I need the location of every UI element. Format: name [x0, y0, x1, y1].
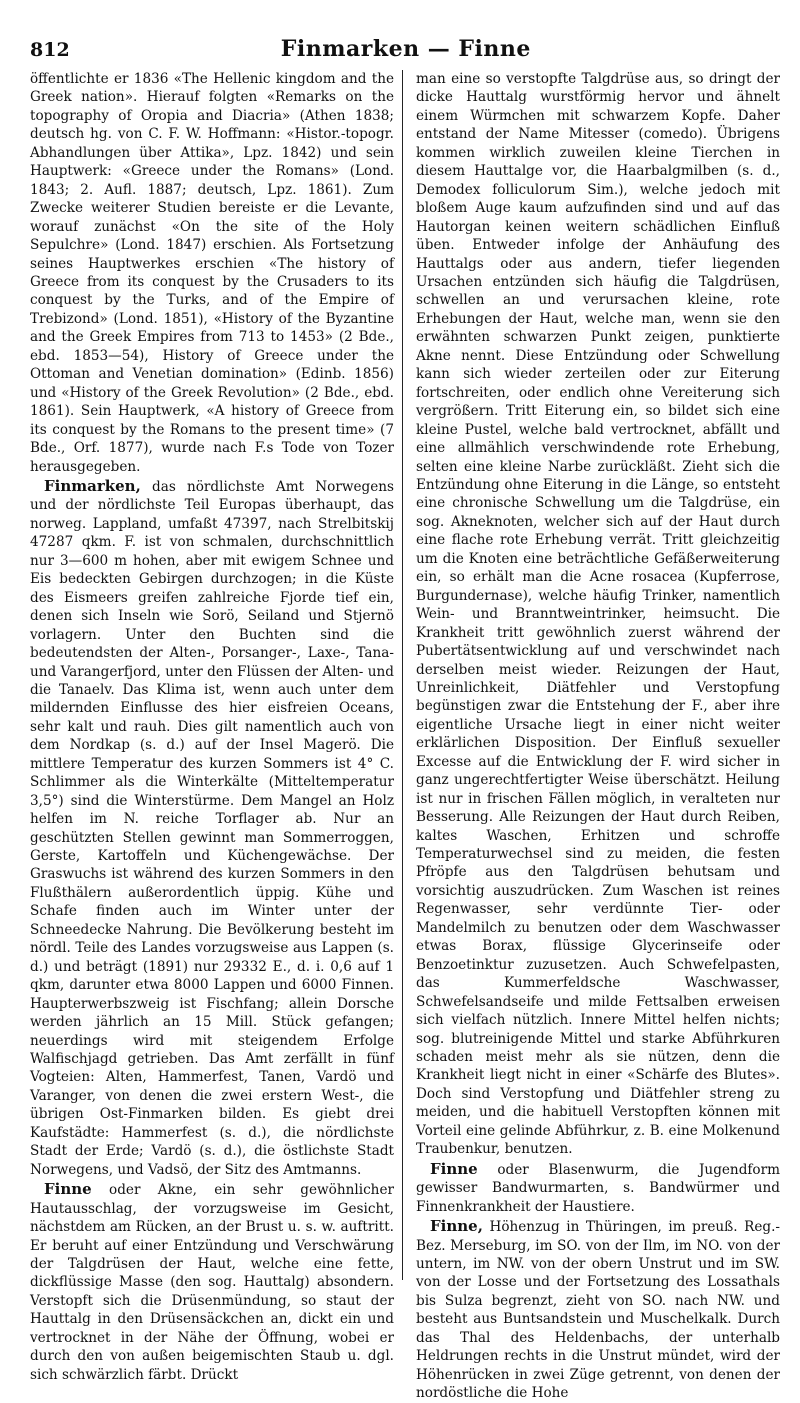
entry-text: das nördlichste Amt Norwegens und der nördlichste Teil Europas überhaupt, das norweg. Lappland, umfaßt 47397, nach Strelbitskij 47287 qkm. F. ist von schmalen, durchschnittlich nur 3—600 m hohen, aber mit ewigem Schnee und Eis bedeckten Gebirgen durchzogen; in die Küste des Eismeers greifen zahlreiche Fjorde tief ein, denen sich Inseln wie Sorö, Seiland und Stjernö vorlagern. Unter den Buchten sind die bedeutendsten der Alten-, Porsanger-, Laxe-, Tana- und Varangerfjord, unter den Flüssen der Alten- und die Tanaelv. Das Klima ist, wenn auch unter dem mildernden Einflusse des hier eisfreien Oceans, sehr kalt und rauh. Dies gilt namentlich auch von dem Nordkap (s. d.) auf der Insel Magerö. Die mittlere Temperatur des kurzen Sommers ist 4° C. Schlimmer als die Winterkälte (Mitteltemperatur 3,5°) sind die Winterstürme. Dem Mangel an Holz helfen im N. reiche Torflager ab. Nur an geschützten Stellen gewinnt man Sommerroggen, Gerste, Kartoffeln und Küchengewächse. Der Graswuchs ist während des kurzen Sommers in den Flußthälern außerordentlich üppig. Kühe und Schafe finden auch im Winter unter der Schneedecke Nahrung. Die Bevölkerung besteht im nördl. Teile des Landes vorzugsweise aus Lappen (s. d.) und beträgt (1891) nur 29332 E., d. i. 0,6 auf 1 qkm, darunter etwa 8000 Lappen und 6000 Finnen. Haupterwerbszweig ist Fischfang; allein Dorsche werden jährlich an 15 Mill. Stück gefangen; neuerdings wird mit steigendem Erfolge Walfischjagd getrieben. Das Amt zerfällt in fünf Vogteien: Alten, Hammerfest, Tanen, Vardö und Varanger, von denen die zwei erstern West-, die übrigen Ost-Finmarken bilden. Es giebt drei Kaufstädte: Hammerfest (s. d.), die nördlichste Stadt der Erde; Vardö (s. d.), die östlichste Stadt Norwegens, und Vadsö, der Sitz des Amtmanns.	[30, 478, 394, 1178]
entry-text: man eine so verstopfte Talgdrüse aus, so dringt der dicke Hauttalg wurstförmig hervor und ähnelt einem Würmchen mit schwarzem Kopfe. Daher entstand der Name Mitesser (comedo). Übrigens kommen wirklich zuweilen kleine Tierchen in diesem Hauttalge vor, die Haarbalgmilben (s. d., Demodex folliculorum Sim.), welche jedoch mit bloßem Auge kaum aufzufinden sind und auf das Hautorgan keinen weitern schädlichen Einfluß üben. Entweder infolge der Anhäufung des Hauttalgs oder aus andern, tiefer liegenden Ursachen entzünden sich häufig die Talgdrüsen, schwellen an und verursachen kleine, rote Erhebungen der Haut, welche man, wenn sie den erwähnten schwarzen Punkt zeigen, punktierte Akne nennt. Diese Entzündung oder Schwellung kann sich wieder zerteilen oder zur Eiterung fortschreiten, oder endlich ohne Vereiterung sich vergrößern. Tritt Eiterung ein, so bildet sich eine kleine Pustel, welche bald vertrocknet, abfällt und eine allmählich verschwindende rote Erhebung, selten eine kleine Narbe zurückläßt. Zieht sich die Entzündung ohne Eiterung in die Länge, so entsteht eine chronische Schwellung um die Talgdrüse, ein sog. Akneknoten, welcher sich auf der Haut durch eine flache rote Erhebung verrät. Tritt gleichzeitig um die Knoten eine beträchtliche Gefäßerweiterung ein, so erhält man die Acne rosacea (Kupferrose, Burgundernase), welche häufig Trinker, namentlich Wein- und Branntweintrinker, heimsucht. Die Krankheit tritt gewöhnlich zuerst während der Pubertätsentwicklung auf und verschwindet nach derselben meist wieder. Reizungen der Haut, Unreinlichkeit, Diätfehler und Verstopfung begünstigen zwar die Entstehung der F., aber ihre eigentliche Ursache liegt in einer nicht weiter erklärlichen Disposition. Der Einfluß sexueller Excesse auf die Entwicklung der F. wird sicher in ganz ungerechtfertigter Weise überschätzt. Heilung ist nur in frischen Fällen möglich, in veralteten nur Besserung. Alle Reizungen der Haut durch Reiben, kaltes Waschen, Erhitzen und schroffe Temperaturwechsel sind zu meiden, die festen Pfröpfe aus den Talgdrüsen behutsam und vorsichtig auszudrücken. Zum Waschen ist reines Regenwasser, sehr verdünnte Tier- oder Mandelmilch zu benutzen oder dem Waschwasser etwas Borax, flüssige Glycerinseife oder Benzoetinktur zuzusetzen. Auch Schwefelpasten, das Kummerfeldsche Waschwasser, Schwefelsandseife und milde Fettsalben erweisen sich vielfach nützlich. Innere Mittel helfen nichts; sog. blutreinigende Mittel und starke Abführkuren schaden meist mehr als sie nützen, denn die Krankheit liegt nicht in einer «Schärfe des Blutes». Doch sind Verstopfung und Diätfehler streng zu meiden, und die habituell Verstopften können mit Vorteil eine gelinde Abführkur, z. B. eine Molkenund Traubenkur, benutzen.	[416, 71, 780, 1158]
entry-finne-hoehenzug	[416, 1217, 780, 1403]
entry-text: oder Akne, ein sehr gewöhnlicher Hautausschlag, der vorzugsweise im Gesicht, nächstdem am Rücken, an der Brust u. s. w. auftritt. Er beruht auf einer Entzündung und Verschwärung der Talgdrüsen der Haut, welche eine fette, dickflüssige Masse (den sog. Hauttalg) absondern. Verstopft sich die Drüsenmündung, so staut der Hauttalg in den Drüsensäckchen an, dickt ein und vertrocknet in der Nähe der Öffnung, wobei er durch den von außen beigemischten Staub u. dgl. sich schwärzlich färbt. Drückt	[30, 1182, 394, 1383]
entry-lemma: Finne	[44, 1180, 92, 1199]
column-divider	[402, 70, 403, 1280]
page-header	[30, 36, 780, 70]
entry-continuation	[30, 70, 394, 476]
entry-text: öffentlichte er 1836 «The Hellenic kingdom and the Greek nation». Hierauf folgten «Remarks on the topography of Oropia and Diacria» (Athen 1838; deutsch hg. von C. F. W. Hoffmann: «Histor.-topogr. Abhandlungen über Attika», Lpz. 1842) und sein Hauptwerk: «Greece under the Romans» (Lond. 1843; 2. Aufl. 1887; deutsch, Lpz. 1861). Zum Zwecke weiterer Studien bereiste er die Levante, worauf zunächst «On the site of the Holy Sepulchre» (Lond. 1847) erschien. Als Fortsetzung seines Hauptwerkes erschien «The history of Greece from its conquest by the Crusaders to its conquest by the Turks, and of the Empire of Trebizond» (Lond. 1851), «History of the Byzantine and the Greek Empires from 713 to 1453» (2 Bde., ebd. 1853—54), History of Greece under the Ottoman and Venetian domination» (Edinb. 1856) und «History of the Greek Revolution» (2 Bde., ebd. 1861). Sein Hauptwerk, «A history of Greece from its conquest by the Romans to the present time» (7 Bde., Orf. 1877), wurde nach F.s Tode von Tozer herausgegeben.	[30, 71, 394, 475]
running-head: Finmarken — Finne	[280, 36, 531, 62]
entry-lemma: Finmarken,	[44, 476, 141, 495]
entry-text: oder Blasenwurm, die Jugendform gewisser Bandwurmarten, s. Bandwürmer und Finnenkrankheit der Haustiere.	[416, 1161, 780, 1215]
text-columns	[30, 70, 780, 1402]
entry-continuation	[416, 70, 780, 1159]
right-column	[416, 70, 780, 1402]
entry-finne-akne	[30, 1180, 394, 1384]
entry-text: Höhenzug in Thüringen, im preuß. Reg.-Bez. Merseburg, im SO. von der Ilm, im NO. von der untern, im NW. von der obern Unstrut und im SW. von der Losse und der Fortsetzung des Lossathals bis Sulza begrenzt, zieht von SO. nach NW. und besteht aus Buntsandstein und Muschelkalk. Durch das Thal des Heldenbachs, der unterhalb Heldrungen rechts in die Unstrut mündet, wird der Höhenrücken in zwei Züge getrennt, von denen der nordöstliche die Hohe	[416, 1219, 780, 1402]
page-number: 812	[30, 39, 70, 61]
left-column	[30, 70, 394, 1383]
entry-lemma: Finne	[430, 1159, 478, 1178]
entry-finne-blasenwurm	[416, 1160, 780, 1216]
entry-finmarken	[30, 477, 394, 1179]
entry-lemma: Finne,	[430, 1217, 483, 1236]
